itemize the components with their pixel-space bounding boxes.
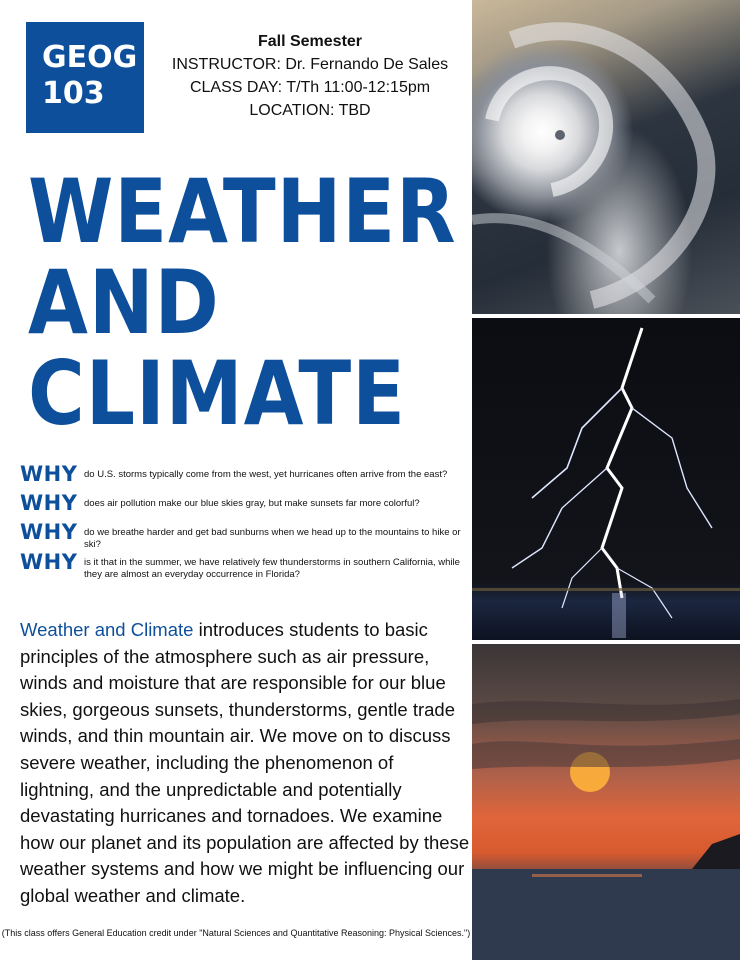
why-text: do U.S. storms typically come from the west, yet hurricanes often arrive from the east? xyxy=(84,469,448,480)
why-label: WHY xyxy=(20,491,78,515)
why-text: is it that in the summer, we have relatively few thunderstorms in southern California, while they are almost an everyday occurrence in Florida? xyxy=(84,557,460,580)
why-label: WHY xyxy=(20,550,78,574)
class-day: CLASS DAY: T/Th 11:00-12:15pm xyxy=(189,79,431,96)
why-question xyxy=(20,520,465,554)
why-question xyxy=(20,491,465,524)
course-description xyxy=(20,617,470,910)
why-text: does air pollution make our blue skies gray, but make sunsets far more colorful? xyxy=(84,498,420,509)
hurricane-photo xyxy=(472,0,740,314)
course-code-number: 103 xyxy=(42,76,105,111)
why-questions xyxy=(20,462,465,594)
why-text: do we breathe harder and get bad sunburns when we head up to the mountains to hike or ski? xyxy=(84,527,461,550)
description-highlight: Weather and Climate xyxy=(20,619,194,640)
sunset-photo xyxy=(472,644,740,960)
why-question xyxy=(20,462,465,495)
title-line-1: WEATHER xyxy=(28,160,457,263)
why-question xyxy=(20,550,465,594)
course-code-badge xyxy=(26,22,144,133)
why-label: WHY xyxy=(20,520,78,544)
lightning-photo xyxy=(472,318,740,640)
course-code-subject: GEOG xyxy=(42,40,138,75)
title-line-3: CLIMATE xyxy=(28,342,406,445)
title-line-2: AND xyxy=(28,251,220,354)
why-label: WHY xyxy=(20,462,78,486)
course-title xyxy=(28,160,457,445)
description-body: introduces students to basic principles of the atmosphere such as air pressure, winds and moisture that are responsible for our blue skies, gorgeous sunsets, thunderstorms, gentle trade winds, and thin mountain air. We move on to discuss severe weather, including the phenomenon of lightning, and the unpredictable and potentially devastating hurricanes and tornadoes. We examine how our planet and its population are affected by these weather systems and how we might be influencing our global weather and climate. xyxy=(20,619,470,906)
instructor: INSTRUCTOR: Dr. Fernando De Sales xyxy=(171,56,449,73)
ge-credit-note: (This class offers General Education credit under "Natural Sciences and Quantitative Reasoning: Physical Sciences.") xyxy=(1,928,471,938)
location: LOCATION: TBD xyxy=(249,102,371,119)
semester: Fall Semester xyxy=(257,33,363,50)
course-info xyxy=(150,30,470,122)
